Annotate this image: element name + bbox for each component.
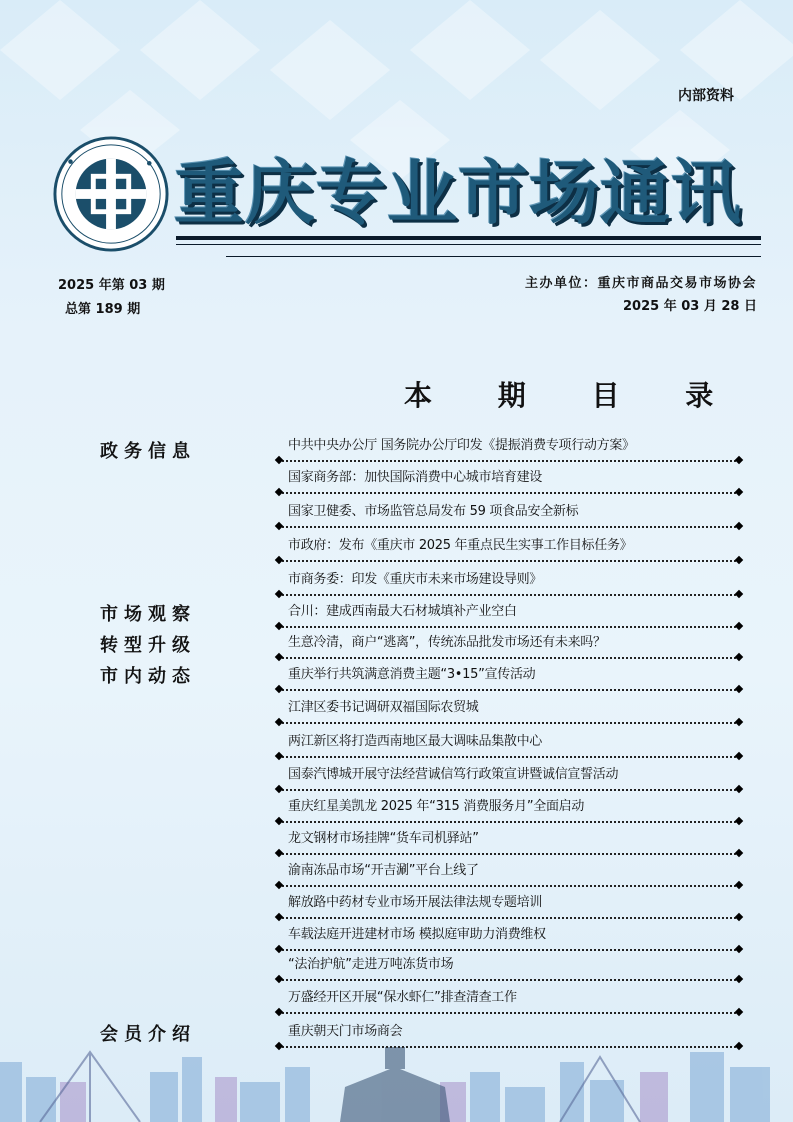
toc-item[interactable]: 重庆举行共筑满意消费主题“3•15”宣传活动 [279, 659, 739, 691]
toc-item[interactable]: 重庆朝天门市场商会 [279, 1016, 739, 1048]
toc-item[interactable]: 渝南冻品市场“开吉涮”平台上线了 [279, 855, 739, 887]
toc-item[interactable]: 生意冷清，商户“逃离”，传统冻品批发市场还有未来吗？ [279, 627, 739, 659]
toc-item[interactable]: 车载法庭开进建材市场 模拟庭审助力消费维权 [279, 919, 739, 951]
toc-item[interactable]: 两江新区将打造西南地区最大调味品集散中心 [279, 726, 739, 758]
toc-item[interactable]: 重庆红星美凯龙 2025 年“315 消费服务月”全面启动 [279, 791, 739, 823]
toc-item[interactable]: 龙文钢材市场挂牌“货车司机驿站” [279, 823, 739, 855]
toc-item[interactable]: 市商务委：印发《重庆市未来市场建设导则》 [279, 564, 739, 596]
association-logo-icon [52, 135, 170, 253]
toc-item[interactable]: 市政府：发布《重庆市 2025 年重点民生实事工作目标任务》 [279, 530, 739, 562]
category-market-observation: 市场观察 [100, 604, 196, 625]
organizer: 主办单位：重庆市商品交易市场协会 [524, 276, 757, 291]
toc-item[interactable]: 中共中央办公厅 国务院办公厅印发《提振消费专项行动方案》 [279, 430, 739, 462]
publication-title: 重庆专业市场通讯 [174, 152, 742, 234]
toc-item[interactable]: 国家商务部：加快国际消费中心城市培育建设 [279, 462, 739, 494]
svg-text:●: ● [66, 158, 75, 166]
toc-item[interactable]: 国泰汽博城开展守法经营诚信笃行政策宣讲暨诚信宣誓活动 [279, 759, 739, 791]
title-rule-thick [176, 236, 761, 240]
title-rule-bottom [226, 256, 761, 257]
toc-item[interactable]: 万盛经开区开展“保水虾仁”排查清查工作 [279, 982, 739, 1014]
total-issue-number: 总第 189 期 [65, 302, 141, 317]
category-transformation: 转型升级 [100, 635, 196, 656]
toc-item[interactable]: 江津区委书记调研双福国际农贸城 [279, 692, 739, 724]
toc-heading: 本 期 目 录 [404, 379, 742, 412]
toc-item[interactable]: 解放路中药材专业市场开展法律法规专题培训 [279, 887, 739, 919]
issue-number: 2025 年第 03 期 [58, 278, 165, 293]
title-rule-thin [176, 244, 761, 245]
category-member-intro: 会员介绍 [100, 1024, 196, 1045]
publish-date: 2025 年 03 月 28 日 [623, 299, 757, 314]
toc-item[interactable]: 国家卫健委、市场监管总局发布 59 项食品安全新标 [279, 496, 739, 528]
toc-item[interactable]: “法治护航”走进万吨冻货市场 [279, 949, 739, 981]
category-city-news: 市内动态 [100, 666, 196, 687]
category-government-info: 政务信息 [100, 441, 196, 462]
internal-material-label: 内部资料 [678, 88, 734, 104]
toc-item[interactable]: 合川：建成西南最大石材城填补产业空白 [279, 596, 739, 628]
svg-text:●: ● [144, 159, 153, 168]
